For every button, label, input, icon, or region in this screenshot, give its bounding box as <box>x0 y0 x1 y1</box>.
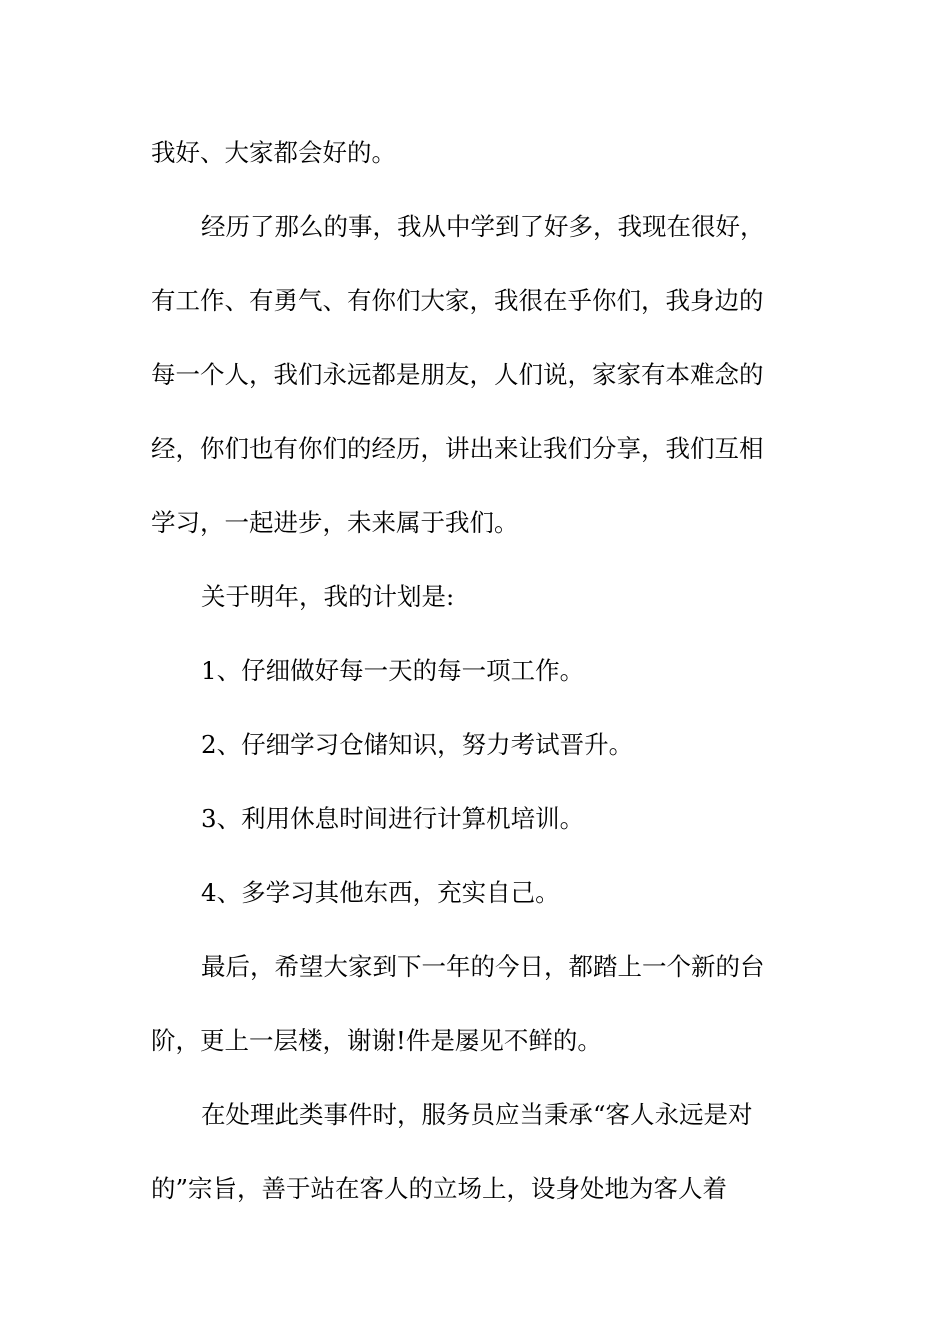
text-line-7: 关于明年，我的计划是: <box>201 582 455 611</box>
text-line-14: 在处理此类事件时，服务员应当秉承“客人永远是对 <box>201 1100 753 1129</box>
text-line-8: 1、仔细做好每一天的每一项工作。 <box>201 656 585 685</box>
text-line-10: 3、利用休息时间进行计算机培训。 <box>201 804 585 833</box>
text-line-9: 2、仔细学习仓储知识，努力考试晋升。 <box>201 730 634 759</box>
text-line-15: 的”宗旨，善于站在客人的立场上，设身处地为客人着 <box>151 1174 728 1203</box>
text-line-4: 每一个人，我们永远都是朋友，人们说，家家有本难念的 <box>151 360 764 389</box>
text-line-2: 经历了那么的事，我从中学到了好多，我现在很好， <box>201 212 765 241</box>
text-line-12: 最后，希望大家到下一年的今日，都踏上一个新的台 <box>201 952 765 981</box>
text-line-11: 4、多学习其他东西，充实自己。 <box>201 878 560 907</box>
text-line-5: 经，你们也有你们的经历，讲出来让我们分享，我们互相 <box>151 434 764 463</box>
text-line-3: 有工作、有勇气、有你们大家，我很在乎你们，我身边的 <box>151 286 764 315</box>
text-line-13: 阶，更上一层楼，谢谢!件是屡见不鲜的。 <box>151 1026 602 1055</box>
text-line-6: 学习，一起进步，未来属于我们。 <box>151 508 519 537</box>
text-line-1: 我好、大家都会好的。 <box>151 138 396 167</box>
